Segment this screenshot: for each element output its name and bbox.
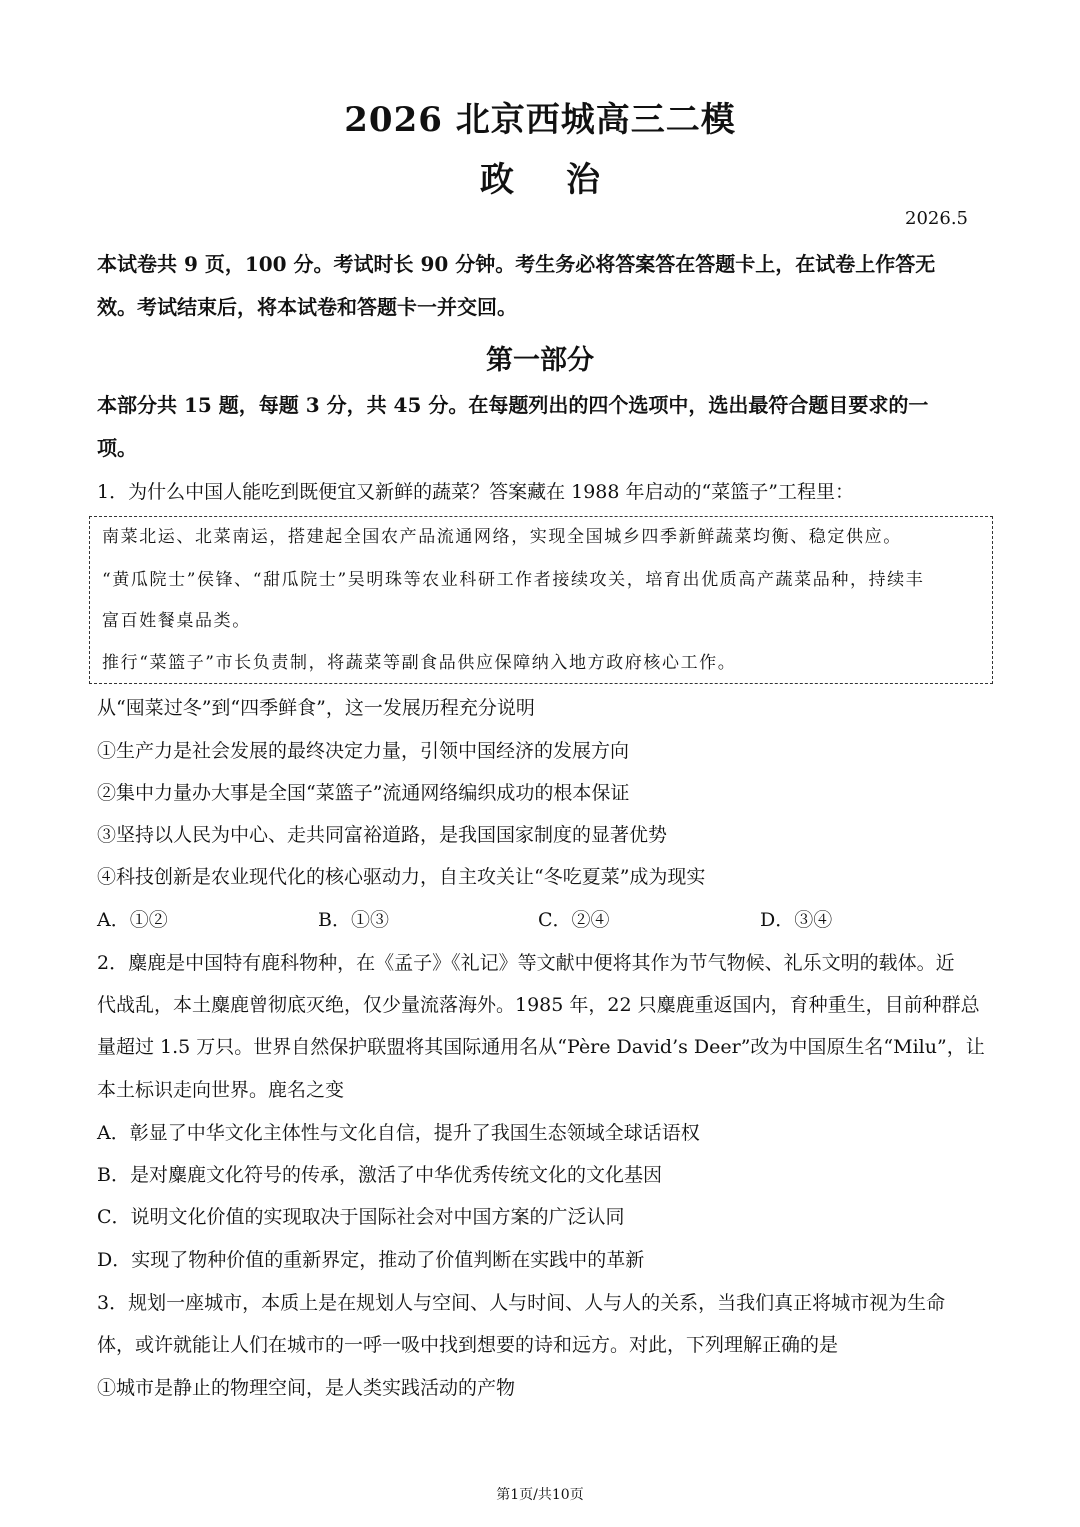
q2-stem-line: 代战乱，本土麋鹿曾彻底灭绝，仅少量流落海外。1985 年，22 只麋鹿重返国内，育种重生，目前种群总 (97, 994, 980, 1016)
instruction-line: 本试卷共 9 页，100 分。考试时长 90 分钟。考生务必将答案答在答题卡上，在试卷上作答无 (97, 252, 936, 276)
q3-statement: ①城市是静止的物理空间，是人类实践活动的产物 (97, 1377, 516, 1399)
q1-material-line: 推行“菜篮子”市长负责制，将蔬菜等副食品供应保障纳入地方政府核心工作。 (102, 653, 737, 673)
q1-option-c: C．②④ (538, 909, 610, 931)
q2-stem-line: 2．麋鹿是中国特有鹿科物种，在《孟子》《礼记》等文献中便将其作为节气物候、礼乐文明的载体。近 (97, 952, 955, 974)
q1-prompt: 从“囤菜过冬”到“四季鲜食”，这一发展历程充分说明 (97, 697, 535, 719)
q2-option-d: D．实现了物种价值的重新界定，推动了价值判断在实践中的革新 (97, 1249, 645, 1271)
q1-option-d: D．③④ (760, 909, 833, 931)
subject-title: 政治 (480, 160, 652, 200)
page-footer: 第1页/共10页 (496, 1487, 584, 1503)
q2-option-a: A．彰显了中华文化主体性与文化自信，提升了我国生态领域全球话语权 (97, 1122, 700, 1144)
instruction-line: 效。考试结束后，将本试卷和答题卡一并交回。 (97, 295, 517, 319)
q1-stem: 1．为什么中国人能吃到既便宜又新鲜的蔬菜？答案藏在 1988 年启动的“菜篮子”工程里： (97, 481, 854, 503)
q1-material-line: 南菜北运、北菜南运，搭建起全国农产品流通网络，实现全国城乡四季新鲜蔬菜均衡、稳定供应。 (102, 527, 902, 547)
exam-date: 2026.5 (905, 208, 968, 229)
q1-statement: ④科技创新是农业现代化的核心驱动力，自主攻关让“冬吃夏菜”成为现实 (97, 866, 706, 888)
q3-stem-line: 体，或许就能让人们在城市的一呼一吸中找到想要的诗和远方。对此，下列理解正确的是 (97, 1334, 839, 1356)
section-title: 第一部分 (486, 345, 594, 376)
q1-statement: ①生产力是社会发展的最终决定力量，引领中国经济的发展方向 (97, 740, 630, 762)
q2-stem-line: 量超过 1.5 万只。世界自然保护联盟将其国际通用名从“Père David’s Deer”改为中国原生名“Milu”，让 (97, 1036, 985, 1058)
q1-material-line: 富百姓餐桌品类。 (102, 611, 251, 631)
section-desc-line: 本部分共 15 题，每题 3 分，共 45 分。在每题列出的四个选项中，选出最符合题目要求的一 (97, 393, 929, 417)
q1-statement: ②集中力量办大事是全国“菜篮子”流通网络编织成功的根本保证 (97, 782, 630, 804)
q1-option-a: A．①② (97, 909, 168, 931)
section-desc-line: 项。 (97, 436, 137, 460)
q2-option-b: B．是对麋鹿文化符号的传承，激活了中华优秀传统文化的文化基因 (97, 1164, 662, 1186)
exam-title: 2026 北京西城高三二模 (344, 100, 736, 140)
q2-stem-line: 本土标识走向世界。鹿名之变 (97, 1079, 345, 1101)
q2-option-c: C．说明文化价值的实现取决于国际社会对中国方案的广泛认同 (97, 1206, 625, 1228)
q3-stem-line: 3．规划一座城市，本质上是在规划人与空间、人与时间、人与人的关系，当我们真正将城市视为生命 (97, 1292, 946, 1314)
q1-option-b: B．①③ (318, 909, 389, 931)
q1-statement: ③坚持以人民为中心、走共同富裕道路，是我国国家制度的显著优势 (97, 824, 668, 846)
q1-material-line: “黄瓜院士”侯锋、“甜瓜院士”吴明珠等农业科研工作者接续攻关，培育出优质高产蔬菜品种，持续丰 (102, 570, 925, 590)
